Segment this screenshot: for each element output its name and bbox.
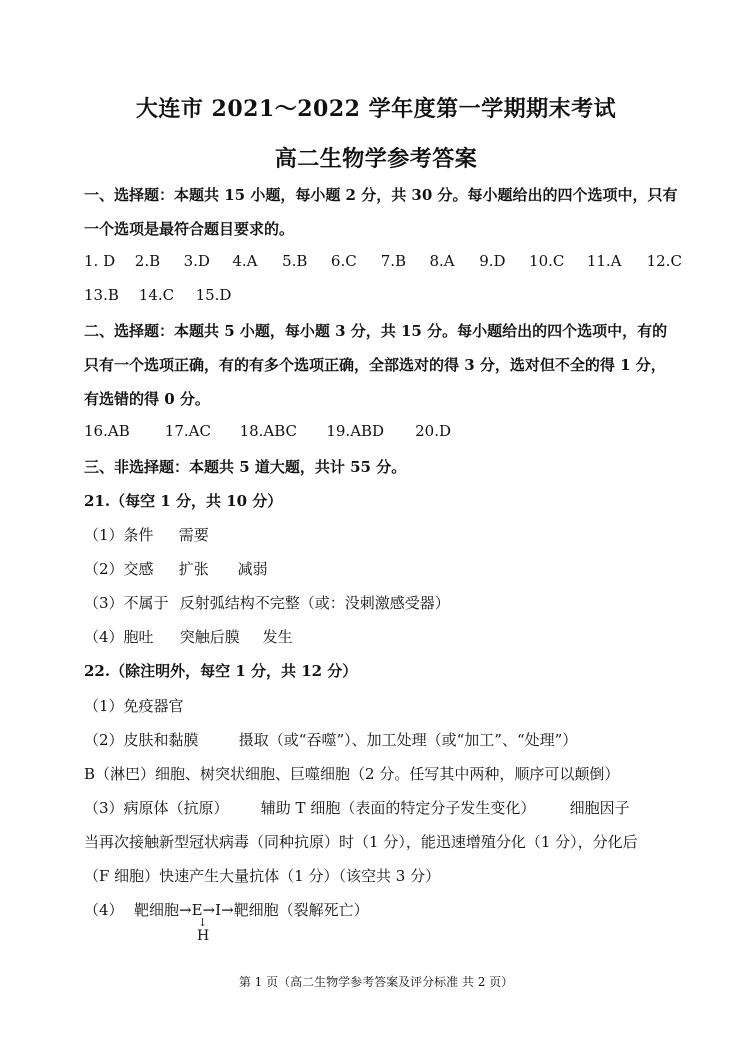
answer-item: 17.AC [164,422,211,440]
answer-item: 11.A [586,252,622,270]
answer-item: 8.A [429,252,455,270]
section1-heading-line2: 一个选项是最符合题目要求的。 [84,220,295,238]
answer-item: 12.C [646,252,682,270]
answer-item: 19.ABD [326,422,385,440]
q22-part4 [84,899,369,920]
q21-p4-b: 突触后膜 [179,628,240,646]
q22-p4-label: （4） [84,901,124,919]
answer-item: 6.C [330,252,357,270]
answer-item: 3.D [183,252,210,270]
q22-p3-a: （3）病原体（抗原） [84,799,229,817]
answer-item: 9.D [479,252,506,270]
answer-item: 13.B [84,286,119,304]
answer-item: 4.A [232,252,258,270]
q22-p3-c: 细胞因子 [569,799,630,817]
arrow-down-icon: ↓ [198,916,208,929]
answer-item: 16.AB [84,422,130,440]
answer-item: 2.B [134,252,161,270]
answer-item: 7.B [380,252,407,270]
q21-p4-c: 发生 [262,628,293,646]
answer-item: 10.C [529,252,565,270]
q21-part2 [84,558,268,579]
q21-p3-a: （3）不属于 [84,594,169,612]
section1-heading-line1: 一、选择题：本题共 15 小题，每小题 2 分，共 30 分。每小题给出的四个选项中，只有 [84,186,678,204]
arrow-right-icon: → [221,901,234,919]
page-title: 大连市 2021～2022 学年度第一学期期末考试 [135,96,617,122]
q22-part3-line3: （F 细胞）快速产生大量抗体（1 分）（该空共 3 分） [84,867,441,885]
q21-p2-b: 扩张 [178,560,209,578]
q22-part2 [84,729,577,750]
arrow-right-icon: → [202,901,216,919]
q21-part3 [84,592,450,613]
chain-node: E [191,901,203,919]
q22-part1: （1）免疫器官 [84,697,184,715]
q22-part3 [84,797,630,818]
page-subtitle: 高二生物学参考答案 [274,146,478,172]
chain-node: 靶细胞（裂解死亡） [233,901,369,919]
answer-item: 18.ABC [239,422,298,440]
q22-part2-continued: B（淋巴）细胞、树突状细胞、巨噬细胞（2 分。任写其中两种，顺序可以颠倒） [84,765,620,783]
q22-p2-b: 摄取（或“吞噬”）、加工处理（或“加工”、“处理”） [238,731,578,749]
q21-p2-c: 减弱 [237,560,268,578]
answer-item: 5.B [282,252,308,270]
q21-part4 [84,626,293,647]
section2-heading-line2: 只有一个选项正确，有的有多个选项正确，全部选对的得 3 分，选对但不全的得 1 分， [84,356,666,374]
section1-answers-row1 [84,252,682,270]
q21-p1-a: （1）条件 [84,526,154,544]
answer-item: 20.D [415,422,452,440]
section2-answers [84,422,451,440]
q21-heading: 21.（每空 1 分，共 10 分） [84,492,283,510]
q22-p3-b: 辅助 T 细胞（表面的特定分子发生变化） [260,799,536,817]
section3-heading: 三、非选择题：本题共 5 道大题，共计 55 分。 [84,458,407,476]
q22-p2-a: （2）皮肤和黏膜 [84,731,199,749]
section2-heading-line1: 二、选择题：本题共 5 小题，每小题 3 分，共 15 分。每小题给出的四个选项中，有的 [84,322,668,340]
answer-item: 15.D [195,286,232,304]
q21-part1 [84,524,209,545]
chain-branch-node: H [197,928,210,944]
answer-item: 14.C [138,286,175,304]
q22-part3-line2: 当再次接触新型冠状病毒（同种抗原）时（1 分），能迅速增殖分化（1 分），分化后 [84,833,638,851]
q21-p1-b: 需要 [178,526,209,544]
chain-node: I [215,901,222,919]
q21-p3-b: 反射弧结构不完整（或：没刺激感受器） [179,594,450,612]
q22-heading: 22.（除注明外，每空 1 分，共 12 分） [84,662,358,680]
section1-answers-row2 [84,286,231,304]
page-footer: 第 1 页（高二生物学参考答案及评分标准 共 2 页） [238,975,514,989]
answer-item: 1. D [84,252,116,270]
chain-node: 靶细胞 [134,901,180,919]
section2-heading-line3: 有选错的得 0 分。 [84,390,210,408]
q21-p4-a: （4）胞吐 [84,628,154,646]
arrow-right-icon: → [179,901,192,919]
q21-p2-a: （2）交感 [84,560,154,578]
